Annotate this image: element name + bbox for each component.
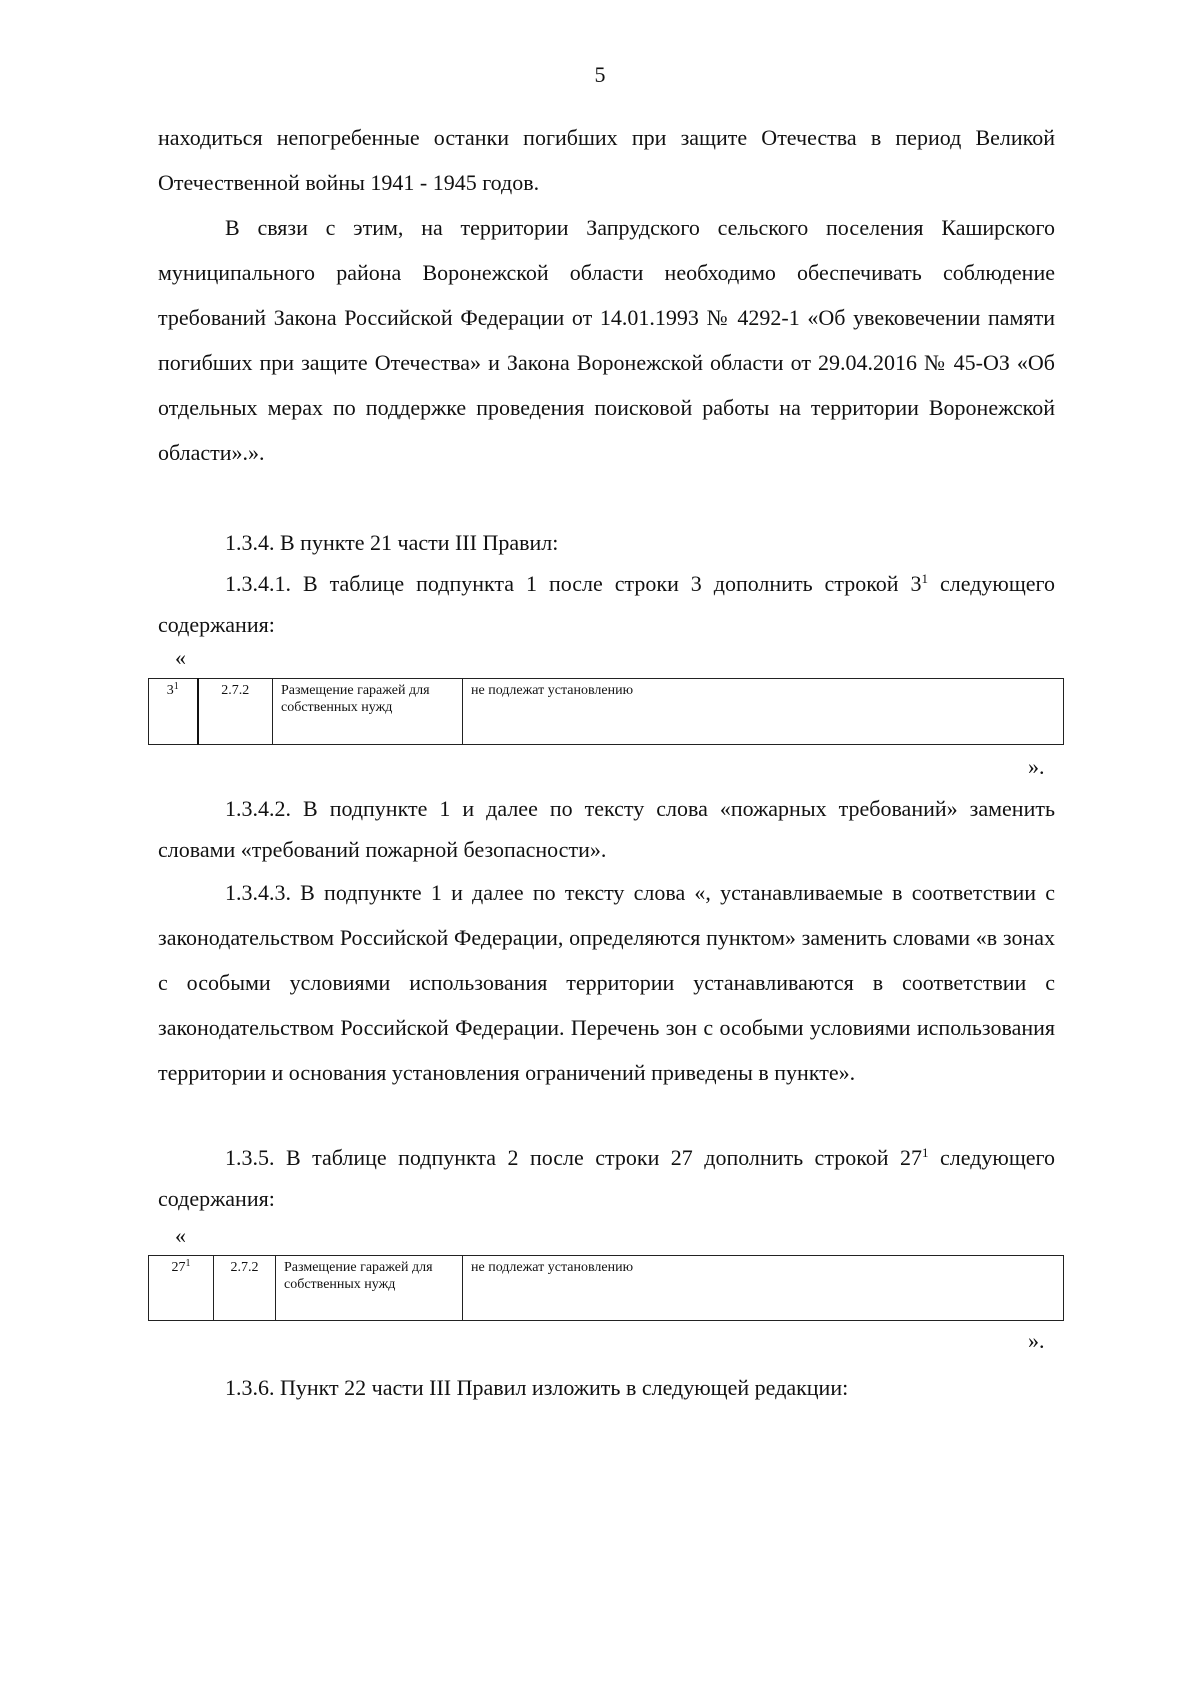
- item-1-3-4-3: 1.3.4.3. В подпункте 1 и далее по тексту слова «, устанавливаемые в соответствии с законодательством Российской Федерации, определяются пунктом» заменить словами «в зонах с особыми условиями использования территории устанавливаются в соответствии с законодательством Российской Федерации. Перечень зон с особыми условиями использования территории и основания установления ограничений приведены в пункте».: [158, 880, 1055, 1085]
- intro-continuation: находиться непогребенные останки погибших при защите Отечества в период Великой Отечественной войны 1941 - 1945 годов.: [158, 125, 1055, 195]
- table-2: [148, 1255, 1064, 1321]
- row-number-sup: 1: [173, 681, 179, 692]
- item-1-3-5-sup: 1: [922, 1145, 929, 1160]
- table-cell-name: Размещение гаражей для собственных нужд: [276, 1256, 463, 1321]
- item-1-3-4-1-sup: 1: [921, 571, 929, 586]
- table-cell-value: не подлежат установлению: [463, 1256, 1064, 1321]
- table-cell-value: не подлежат установлению: [463, 679, 1064, 745]
- item-1-3-4-1-text: 1.3.4.1. В таблице подпункта 1 после строки 3 дополнить строкой 3: [225, 571, 922, 596]
- page-number: 5: [594, 62, 606, 87]
- item-1-3-4: 1.3.4. В пункте 21 части III Правил:: [225, 530, 559, 555]
- table-cell-code: 2.7.2: [214, 1256, 276, 1321]
- item-1-3-5-text: 1.3.5. В таблице подпункта 2 после строки 27 дополнить строкой 27: [225, 1145, 923, 1170]
- table-cell-num: [149, 679, 198, 745]
- row-number: 3: [166, 683, 174, 698]
- row-number-sup: 1: [185, 1258, 191, 1269]
- close-quote-1: ».: [1028, 754, 1045, 779]
- item-1-3-6: 1.3.6. Пункт 22 части III Правил изложить в следующей редакции:: [225, 1375, 849, 1400]
- table-cell-name: Размещение гаражей для собственных нужд: [273, 679, 463, 745]
- table-cell-num: [149, 1256, 214, 1321]
- intro-paragraph: В связи с этим, на территории Запрудского сельского поселения Каширского муниципального района Воронежской области необходимо обеспечивать соблюдение требований Закона Российской Федерации от 14.01.1993 № 4292-1 «Об увековечении памяти погибших при защите Отечества» и Закона Воронежской области от 29.04.2016 № 45-ОЗ «Об отдельных мерах по поддержке проведения поисковой работы на территории Воронежской области».».: [158, 215, 1055, 465]
- table-cell-code: 2.7.2: [198, 679, 273, 745]
- item-1-3-4-2: 1.3.4.2. В подпункте 1 и далее по тексту слова «пожарных требований» заменить словами «требований пожарной безопасности».: [158, 796, 1055, 862]
- open-quote-1: «: [175, 645, 186, 670]
- open-quote-2: «: [175, 1223, 186, 1248]
- item-1-3-5-cont: следующего содержания:: [158, 1145, 1056, 1211]
- item-1-3-4-1-cont: следующего содержания:: [158, 571, 1056, 637]
- item-1-3-5: [158, 1137, 1055, 1219]
- close-quote-2: ».: [1028, 1328, 1045, 1353]
- item-1-3-4-1: [158, 563, 1055, 645]
- table-1: [148, 678, 1064, 745]
- row-number: 27: [171, 1260, 186, 1275]
- table-row: [149, 1256, 1064, 1321]
- table-row: [149, 679, 1064, 745]
